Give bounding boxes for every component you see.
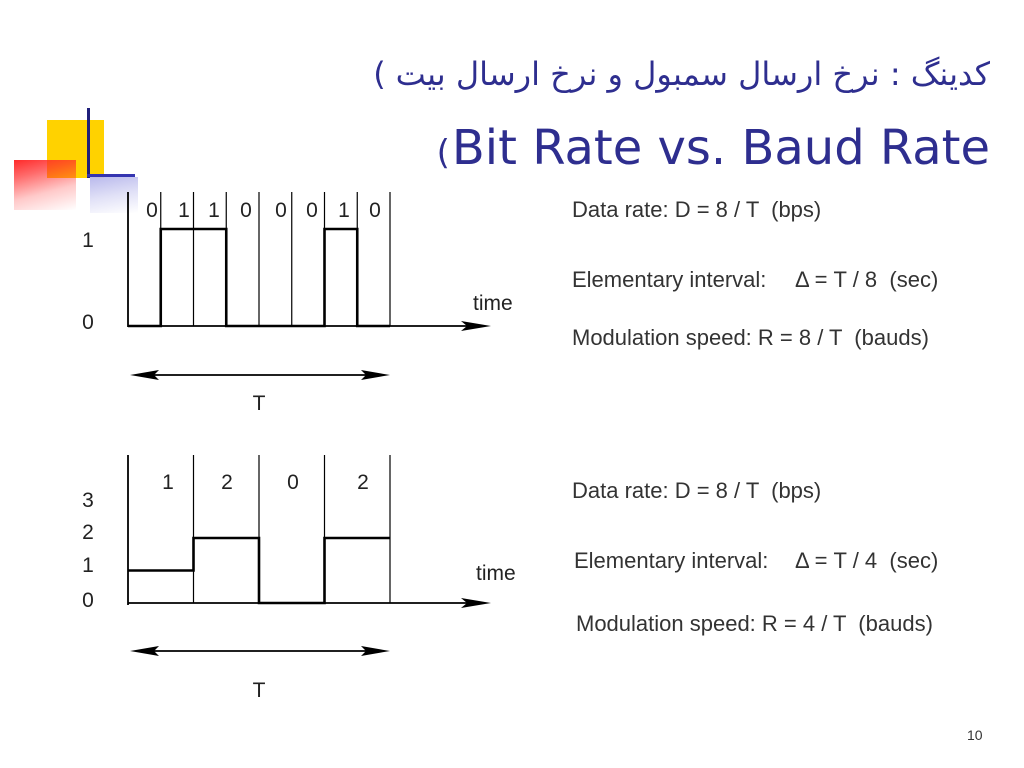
symbol-label: 0: [287, 471, 299, 494]
y-axis-label: 2: [82, 521, 94, 544]
time-axis-label: time: [476, 562, 516, 585]
bit-label: 0: [240, 199, 252, 222]
symbol-label: 2: [221, 471, 233, 494]
symbol-label: 2: [357, 471, 369, 494]
y-axis-label: 1: [82, 229, 94, 252]
elementary-interval-label: Elementary interval:: [574, 548, 769, 573]
modulation-speed-text: Modulation speed: R = 8 / T (bauds): [572, 325, 929, 350]
bit-label: 0: [369, 199, 381, 222]
elementary-interval-formula: Δ = T / 4 (sec): [795, 548, 939, 573]
data-rate-text: Data rate: D = 8 / T (bps): [572, 197, 822, 222]
title-english-text: Bit Rate vs. Baud Rate: [451, 120, 990, 176]
data-rate-text: Data rate: D = 8 / T (bps): [572, 478, 822, 503]
bit-label: 0: [275, 199, 287, 222]
bit-label: 1: [178, 199, 190, 222]
multilevel-signal-waveform: [128, 538, 390, 603]
binary-signal-marks: [128, 192, 390, 326]
bit-label: 0: [146, 199, 158, 222]
modulation-speed-text: Modulation speed: R = 4 / T (bauds): [576, 611, 933, 636]
elementary-interval-formula: Δ = T / 8 (sec): [795, 267, 939, 292]
multilevel-signal-diagram: [82, 455, 516, 702]
title-persian-text: کدینگ : نرخ ارسال سمبول و نرخ ارسال بیت: [395, 55, 990, 93]
page-number: 10: [967, 727, 983, 743]
bit-label: 0: [306, 199, 318, 222]
y-axis-label: 0: [82, 589, 94, 612]
title-persian-paren: (: [373, 55, 386, 93]
binary-signal-diagram: [82, 192, 513, 415]
bit-label: 1: [338, 199, 350, 222]
elementary-interval-label: Elementary interval:: [572, 267, 767, 292]
time-axis-label: time: [473, 292, 513, 315]
y-axis-label: 0: [82, 311, 94, 334]
y-axis-label: 1: [82, 554, 94, 577]
title-english-paren: (: [436, 133, 450, 173]
bit-label: 1: [208, 199, 220, 222]
symbol-label: 1: [162, 471, 174, 494]
y-axis-label: 3: [82, 489, 94, 512]
period-label: T: [252, 392, 266, 415]
period-label: T: [252, 679, 266, 702]
